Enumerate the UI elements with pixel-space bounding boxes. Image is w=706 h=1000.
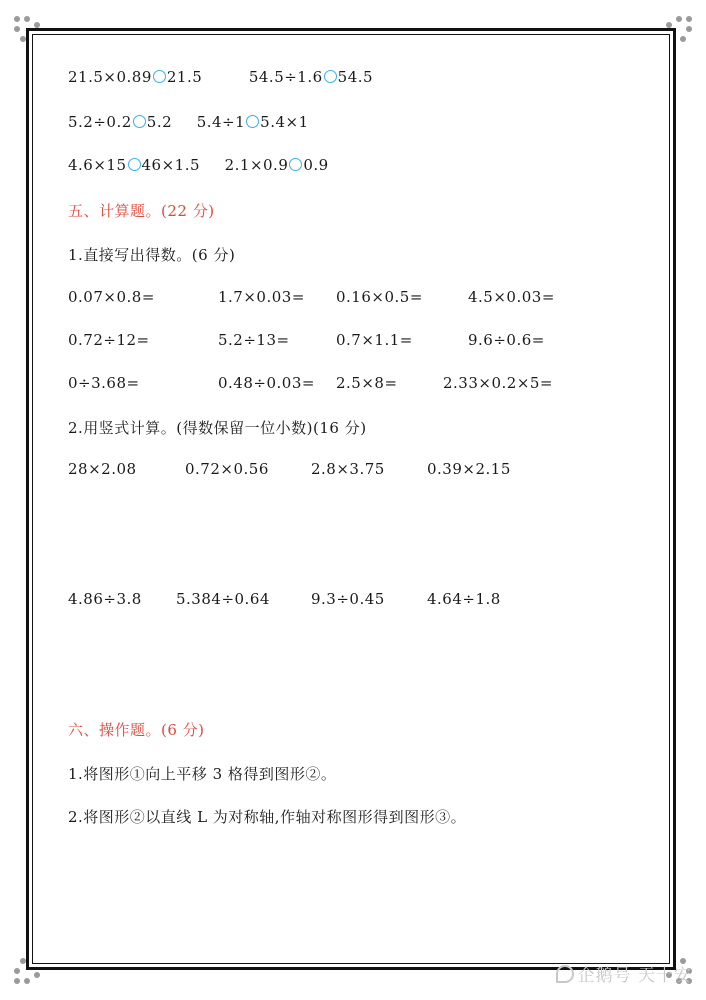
corner-ornament-bottom-left bbox=[12, 952, 46, 986]
expr: 5.2÷0.2 bbox=[68, 113, 132, 131]
expr: 21.5×0.89 bbox=[68, 68, 152, 86]
compare-row-1 bbox=[68, 68, 373, 86]
section-6-q2: 2.将图形②以直线 L 为对称轴,作轴对称图形得到图形③。 bbox=[68, 808, 467, 826]
expr: 54.5÷1.6 bbox=[248, 68, 323, 86]
expr: 2.1×0.9 bbox=[224, 156, 289, 174]
watermark-text: 企鹅号 天十安 bbox=[577, 966, 692, 986]
section-5-title: 五、计算题。(22 分) bbox=[68, 202, 215, 220]
compare-row-3 bbox=[68, 156, 329, 174]
expr: 5.4÷1 bbox=[196, 113, 246, 131]
compare-circle[interactable] bbox=[128, 158, 141, 171]
section-5-q2-title: 2.用竖式计算。(得数保留一位小数)(16 分) bbox=[68, 419, 367, 437]
expr: 46×1.5 bbox=[141, 156, 201, 174]
compare-circle[interactable] bbox=[289, 158, 302, 171]
section-5-q1-title: 1.直接写出得数。(6 分) bbox=[68, 246, 236, 264]
calc-item: 0.72÷12= bbox=[68, 331, 150, 349]
expr: 5.4×1 bbox=[260, 113, 309, 131]
vertical-calc-item: 9.3÷0.45 bbox=[311, 590, 385, 608]
penguin-logo-icon bbox=[556, 965, 574, 983]
vertical-calc-item: 0.72×0.56 bbox=[185, 460, 269, 478]
vertical-calc-item: 5.384÷0.64 bbox=[176, 590, 270, 608]
calc-item: 1.7×0.03= bbox=[218, 288, 305, 306]
vertical-calc-item: 4.64÷1.8 bbox=[427, 590, 501, 608]
expr: 0.9 bbox=[303, 156, 329, 174]
calc-item: 0.7×1.1= bbox=[336, 331, 413, 349]
compare-row-2 bbox=[68, 113, 309, 131]
compare-circle[interactable] bbox=[246, 115, 259, 128]
vertical-calc-item: 28×2.08 bbox=[68, 460, 137, 478]
vertical-calc-item: 4.86÷3.8 bbox=[68, 590, 142, 608]
calc-item: 0÷3.68= bbox=[68, 374, 140, 392]
expr: 54.5 bbox=[337, 68, 374, 86]
section-6-title: 六、操作题。(6 分) bbox=[68, 721, 205, 739]
compare-circle[interactable] bbox=[133, 115, 146, 128]
expr: 21.5 bbox=[166, 68, 203, 86]
calc-item: 9.6÷0.6= bbox=[468, 331, 545, 349]
watermark bbox=[556, 961, 692, 986]
calc-item: 2.33×0.2×5= bbox=[443, 374, 554, 392]
calc-item: 4.5×0.03= bbox=[468, 288, 555, 306]
compare-circle[interactable] bbox=[324, 70, 337, 83]
compare-circle[interactable] bbox=[153, 70, 166, 83]
calc-item: 5.2÷13= bbox=[218, 331, 290, 349]
calc-item: 0.16×0.5= bbox=[336, 288, 423, 306]
corner-ornament-top-left bbox=[12, 14, 46, 48]
corner-ornament-top-right bbox=[660, 14, 694, 48]
vertical-calc-item: 2.8×3.75 bbox=[311, 460, 385, 478]
calc-item: 0.07×0.8= bbox=[68, 288, 155, 306]
expr: 5.2 bbox=[146, 113, 173, 131]
expr: 4.6×15 bbox=[68, 156, 127, 174]
section-6-q1: 1.将图形①向上平移 3 格得到图形②。 bbox=[68, 765, 337, 783]
calc-item: 0.48÷0.03= bbox=[218, 374, 315, 392]
calc-item: 2.5×8= bbox=[336, 374, 398, 392]
vertical-calc-item: 0.39×2.15 bbox=[427, 460, 511, 478]
